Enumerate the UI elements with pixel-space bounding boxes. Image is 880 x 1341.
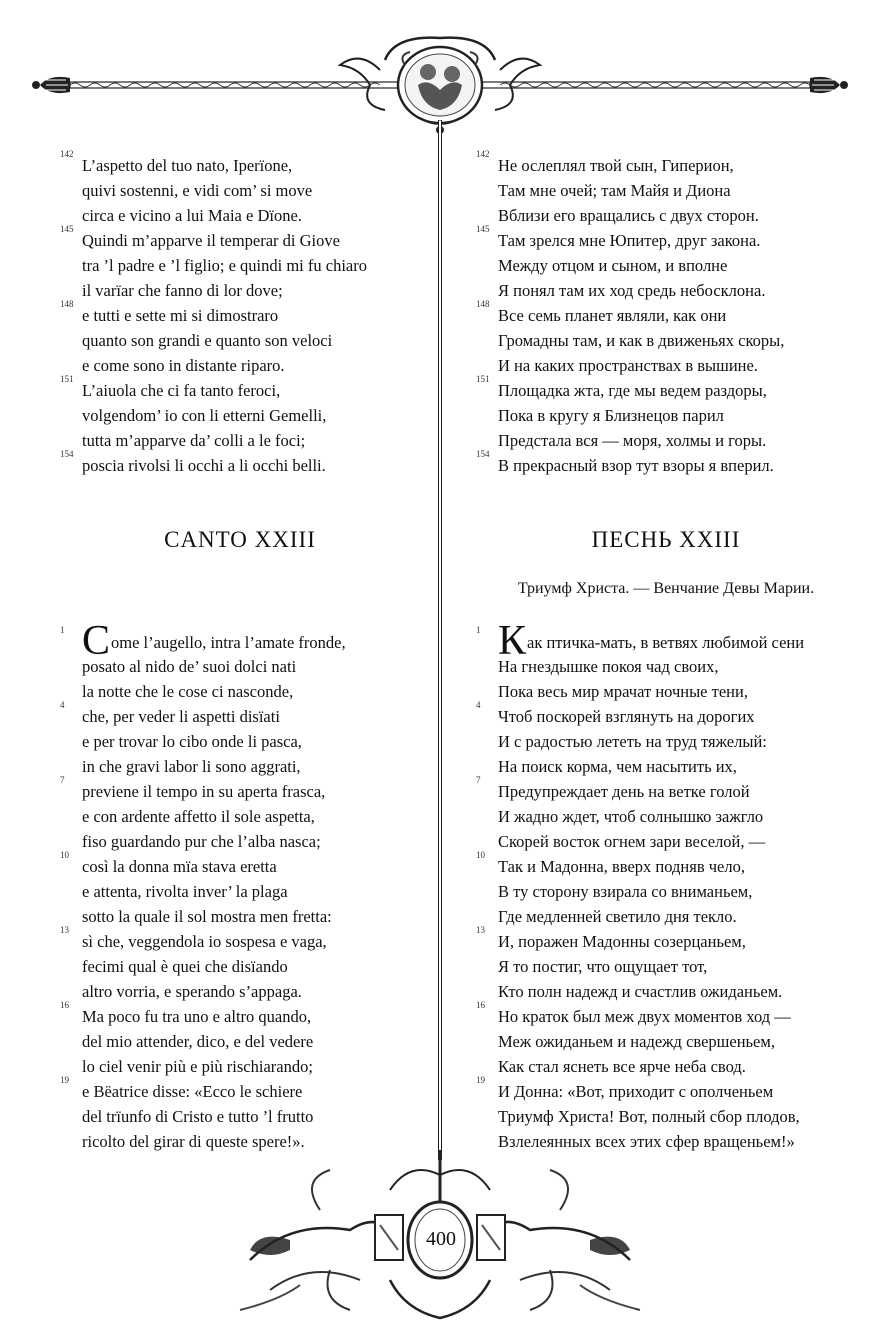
verse-line <box>60 829 420 854</box>
verse-line <box>476 925 856 954</box>
verse-number: 1 <box>60 625 65 635</box>
verse-text: e come sono in distante riparo. <box>82 356 285 375</box>
verse-line <box>60 1075 420 1104</box>
verse-line <box>60 353 420 378</box>
verse-text: e Bëatrice disse: «Ecco le schiere <box>82 1082 303 1101</box>
russian-top-verses <box>476 149 856 478</box>
verse-text: Между отцом и сыном, и вполне <box>498 256 728 275</box>
verse-line <box>60 253 420 278</box>
verse-line <box>476 253 856 278</box>
verse-number: 7 <box>60 775 65 785</box>
verse-line <box>60 203 420 228</box>
canto-title-russian: ПЕСНЬ XXIII <box>591 527 741 552</box>
verse-text: Где медленней светило дня текло. <box>498 907 737 926</box>
verse-line <box>476 804 856 829</box>
verse-text: Громадны там, и как в движеньях скоры, <box>498 331 785 350</box>
verse-line <box>476 1104 856 1129</box>
verse-line <box>476 1075 856 1104</box>
verse-line <box>476 618 856 664</box>
verse-number: 19 <box>476 1075 485 1085</box>
verse-number: 151 <box>60 374 74 384</box>
verse-text: fecimi qual è quei che disïando <box>82 957 288 976</box>
verse-line <box>60 328 420 353</box>
verse-text-rest: ак птичка-мать, в ветвях любимой сени <box>527 633 805 652</box>
verse-line <box>476 979 856 1004</box>
verse-text: Кто полн надежд и счастлив ожиданьем. <box>498 982 783 1001</box>
verse-line <box>60 925 420 954</box>
verse-text: e con ardente affetto il sole aspetta, <box>82 807 315 826</box>
verse-line <box>60 904 420 929</box>
page-number: 400 <box>426 1228 456 1250</box>
verse-text: altro vorria, e sperando s’appaga. <box>82 982 302 1001</box>
drop-cap: C <box>82 618 111 664</box>
verse-number: 16 <box>60 1000 69 1010</box>
verse-text: На гнездышке покоя чад своих, <box>498 657 719 676</box>
verse-text: Как стал яснеть все ярче неба свод. <box>498 1057 746 1076</box>
verse-line <box>60 1054 420 1079</box>
verse-text: Там мне очей; там Майя и Диона <box>498 181 731 200</box>
verse-line <box>476 1054 856 1079</box>
verse-text: Триумф Христа! Вот, полный сбор плодов, <box>498 1107 800 1126</box>
verse-text: Quindi m’apparve il temperar di Giove <box>82 231 340 250</box>
verse-line <box>476 729 856 754</box>
verse-line <box>60 428 420 453</box>
verse-line <box>60 299 420 328</box>
verse-text: e tutti e sette mi si dimostraro <box>82 306 279 325</box>
verse-text: posato al nido de’ suoi dolci nati <box>82 657 297 676</box>
canto-title-italian: CANTO XXIII <box>164 527 316 552</box>
verse-number: 4 <box>60 700 65 710</box>
verse-line <box>60 979 420 1004</box>
verse-line <box>60 449 420 478</box>
verse-text: quanto son grandi e quanto son veloci <box>82 331 333 350</box>
verse-line <box>60 679 420 704</box>
verse-text: in che gravi labor li sono aggrati, <box>82 757 301 776</box>
verse-number: 154 <box>476 449 490 459</box>
verse-line <box>60 775 420 804</box>
verse-line <box>476 879 856 904</box>
verse-text: Ma poco fu tra uno e altro quando, <box>82 1007 312 1026</box>
verse-number: 142 <box>476 149 490 159</box>
verse-text: e attenta, rivolta inver’ la plaga <box>82 882 288 901</box>
verse-number: 10 <box>476 850 485 860</box>
verse-number: 1 <box>476 625 481 635</box>
verse-text: На поиск корма, чем насытить их, <box>498 757 737 776</box>
verse-text: Площадка жта, где мы ведем раздоры, <box>498 381 767 400</box>
verse-text: L’aiuola che ci fa tanto feroci, <box>82 381 281 400</box>
verse-text: И на каких пространствах в вышине. <box>498 356 758 375</box>
verse-text: Скорей восток огнем зари веселой, — <box>498 832 766 851</box>
canto-summary: Триумф Христа. — Венчание Девы Марии. <box>517 580 815 597</box>
verse-line <box>476 428 856 453</box>
verse-number: 145 <box>476 224 490 234</box>
left-finial-icon <box>32 77 70 93</box>
verse-text: Все семь планет являли, как они <box>498 306 727 325</box>
verse-line <box>60 178 420 203</box>
verse-line <box>60 278 420 303</box>
verse-line <box>60 754 420 779</box>
verse-line <box>476 1000 856 1029</box>
verse-text: volgendom’ io con li etterni Gemelli, <box>82 406 327 425</box>
verse-line <box>476 700 856 729</box>
verse-text: la notte che le cose ci nasconde, <box>82 682 294 701</box>
verse-text: e per trovar lo cibo onde li pasca, <box>82 732 302 751</box>
verse-number: 10 <box>60 850 69 860</box>
verse-text: sì che, veggendola io sospesa e vaga, <box>82 932 327 951</box>
italian-canto-verses <box>60 618 420 1154</box>
verse-line <box>476 353 856 378</box>
verse-line <box>476 224 856 253</box>
verse-line <box>60 1104 420 1129</box>
verse-text: Меж ожиданьем и надежд свершеньем, <box>498 1032 775 1051</box>
verse-line <box>60 700 420 729</box>
verse-line <box>476 654 856 679</box>
verse-number: 16 <box>476 1000 485 1010</box>
verse-text: ricolto del girar di queste spere!». <box>82 1132 305 1151</box>
verse-text: L’aspetto del tuo nato, Iperïone, <box>82 156 293 175</box>
drop-cap: К <box>498 618 527 664</box>
verse-line <box>60 654 420 679</box>
right-finial-icon <box>810 77 848 93</box>
verse-line <box>60 224 420 253</box>
verse-line <box>476 1029 856 1054</box>
verse-line <box>476 449 856 478</box>
verse-line <box>476 299 856 328</box>
verse-text: Пока в кругу я Близнецов парил <box>498 406 724 425</box>
verse-line <box>60 729 420 754</box>
verse-text: Там зрелся мне Юпитер, друг закона. <box>498 231 761 250</box>
column-divider <box>438 120 442 1160</box>
verse-number: 145 <box>60 224 74 234</box>
verse-text: poscia rivolsi li occhi a li occhi belli. <box>82 456 326 475</box>
verse-text: del mio attender, dico, e del vedere <box>82 1032 314 1051</box>
verse-line <box>60 1000 420 1029</box>
verse-line <box>476 203 856 228</box>
verse-text: il varïar che fanno di lor dove; <box>82 281 283 300</box>
verse-number: 13 <box>60 925 69 935</box>
verse-line <box>60 374 420 403</box>
verse-line <box>476 374 856 403</box>
verse-line <box>476 829 856 854</box>
verse-line <box>476 328 856 353</box>
verse-line <box>476 403 856 428</box>
verse-text: Предстала вся — моря, холмы и горы. <box>498 431 767 450</box>
verse-text: del trïunfo di Cristo e tutto ’l frutto <box>82 1107 314 1126</box>
verse-text: Не ослеплял твой сын, Гиперион, <box>498 156 734 175</box>
verse-line <box>476 775 856 804</box>
verse-text: circa e vicino a lui Maia e Dïone. <box>82 206 302 225</box>
verse-line <box>476 904 856 929</box>
verse-number: 148 <box>60 299 74 309</box>
verse-line <box>476 850 856 879</box>
verse-text-rest: ome l’augello, intra l’amate fronde, <box>111 633 346 652</box>
verse-text: fiso guardando pur che l’alba nasca; <box>82 832 321 851</box>
verse-number: 13 <box>476 925 485 935</box>
verse-number: 151 <box>476 374 490 384</box>
verse-line <box>476 178 856 203</box>
verse-number: 19 <box>60 1075 69 1085</box>
verse-text: quivi sostenni, e vidi com’ si move <box>82 181 313 200</box>
verse-text: Я то постиг, что ощущает тот, <box>498 957 708 976</box>
verse-text: Взлелеянных всех этих сфер вращеньем!» <box>498 1132 795 1151</box>
verse-text: che, per veder li aspetti disïati <box>82 707 280 726</box>
verse-line <box>60 149 420 178</box>
verse-line <box>60 804 420 829</box>
verse-line <box>476 149 856 178</box>
verse-number: 4 <box>476 700 481 710</box>
verse-text: lo ciel venir più e più rischiarando; <box>82 1057 313 1076</box>
verse-text: sotto la quale il sol mostra men fretta: <box>82 907 332 926</box>
verse-line <box>60 850 420 879</box>
verse-text: tra ’l padre e ’l figlio; e quindi mi fu chiaro <box>82 256 367 275</box>
verse-text: В ту сторону взирала со вниманьем, <box>498 882 753 901</box>
verse-text: В прекрасный взор тут взоры я вперил. <box>498 456 774 475</box>
verse-line <box>60 403 420 428</box>
verse-text: Чтоб поскорей взглянуть на дорогих <box>498 707 755 726</box>
verse-text: И жадно ждет, чтоб солнышко зажгло <box>498 807 764 826</box>
verse-text: Но краток был меж двух моментов ход — <box>498 1007 791 1026</box>
verse-text: И, поражен Мадонны созерцаньем, <box>498 932 746 951</box>
verse-text <box>82 618 346 664</box>
verse-text: И Донна: «Вот, приходит с ополченьем <box>498 1082 774 1101</box>
verse-text: Я понял там их ход средь небосклона. <box>498 281 766 300</box>
verse-line <box>60 618 420 664</box>
verse-line <box>60 1029 420 1054</box>
verse-number: 7 <box>476 775 481 785</box>
verse-text: Пока весь мир мрачат ночные тени, <box>498 682 748 701</box>
verse-number: 148 <box>476 299 490 309</box>
verse-line <box>476 278 856 303</box>
verse-line <box>476 679 856 704</box>
verse-text: così la donna mïa stava eretta <box>82 857 277 876</box>
verse-text: tutta m’apparve da’ colli a le foci; <box>82 431 306 450</box>
verse-line <box>476 754 856 779</box>
verse-text: Вблизи его вращались с двух сторон. <box>498 206 759 225</box>
verse-number: 154 <box>60 449 74 459</box>
verse-number: 142 <box>60 149 74 159</box>
verse-text: И с радостью лететь на труд тяжелый: <box>498 732 767 751</box>
russian-canto-verses <box>476 618 856 1154</box>
verse-line <box>60 879 420 904</box>
verse-text: Так и Мадонна, вверх подняв чело, <box>498 857 745 876</box>
verse-line <box>476 954 856 979</box>
italian-top-verses <box>60 149 420 478</box>
verse-text: Предупреждает день на ветке голой <box>498 782 750 801</box>
verse-text <box>498 618 805 664</box>
verse-text: previene il tempo in su aperta frasca, <box>82 782 326 801</box>
verse-line <box>60 954 420 979</box>
